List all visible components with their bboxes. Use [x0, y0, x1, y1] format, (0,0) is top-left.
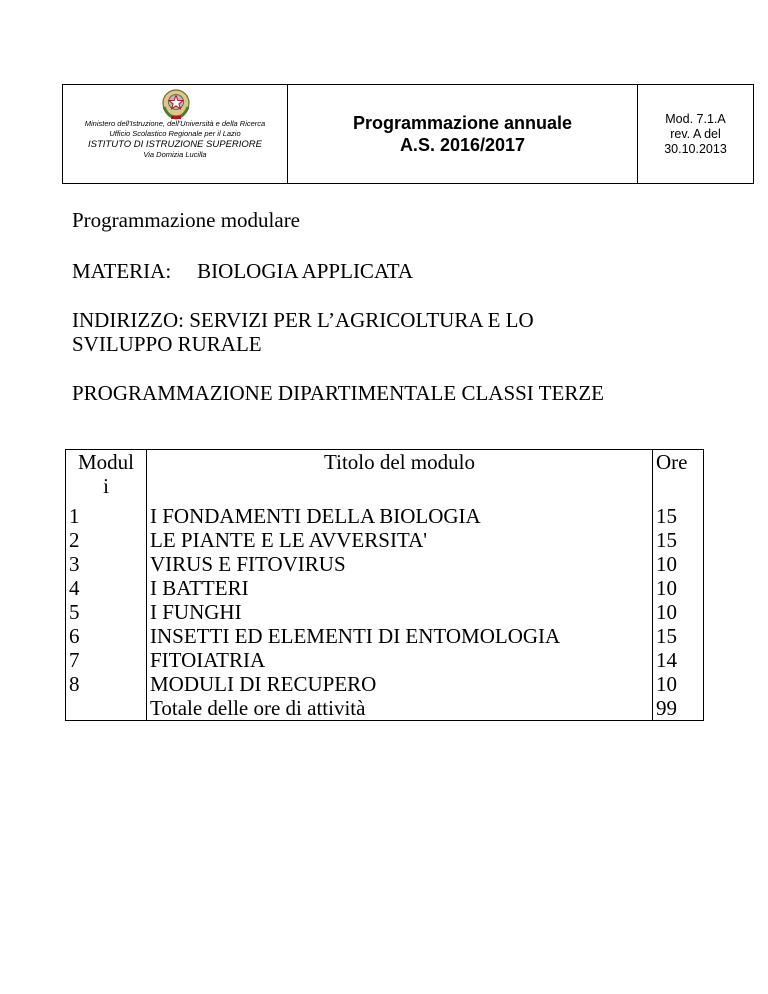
module-number: 3 [66, 552, 147, 576]
indirizzo-line-2: SVILUPPO RURALE [72, 332, 262, 356]
module-title: MODULI DI RECUPERO [147, 672, 653, 696]
header-ore: Ore [653, 450, 704, 505]
module-number: 2 [66, 528, 147, 552]
module-title: VIRUS E FITOVIRUS [147, 552, 653, 576]
materia-label: MATERIA: [72, 259, 172, 283]
table-row [66, 600, 704, 624]
module-title: LE PIANTE E LE AVVERSITA' [147, 528, 653, 552]
module-hours: 15 [653, 528, 704, 552]
module-number: 5 [66, 600, 147, 624]
materia-line [72, 258, 413, 284]
module-number: 1 [66, 504, 147, 528]
model-code: Mod. 7.1.A [665, 111, 726, 126]
institute-text [63, 119, 287, 160]
school-year: A.S. 2016/2017 [399, 135, 526, 155]
header-moduli: Modul i [66, 450, 147, 505]
total-label: Totale delle ore di attività [147, 696, 653, 721]
module-number: 4 [66, 576, 147, 600]
module-hours: 10 [653, 552, 704, 576]
total-hours: 99 [653, 696, 704, 721]
table-header-row [66, 450, 704, 505]
indirizzo-line-1: INDIRIZZO: SERVIZI PER L’AGRICOLTURA E LO [72, 308, 534, 332]
table-row [66, 672, 704, 696]
table-row [66, 648, 704, 672]
module-number: 6 [66, 624, 147, 648]
module-hours: 15 [653, 504, 704, 528]
module-title: INSETTI ED ELEMENTI DI ENTOMOLOGIA [147, 624, 653, 648]
ministry-line: Ministero dell'Istruzione, dell'Università e della Ricerca [84, 119, 266, 128]
module-hours: 10 [653, 672, 704, 696]
module-number: 8 [66, 672, 147, 696]
total-number [66, 696, 147, 721]
programmazione-line: PROGRAMMAZIONE DIPARTIMENTALE CLASSI TERZE [72, 381, 604, 405]
section-heading: Programmazione modulare [72, 208, 301, 232]
module-title: I FONDAMENTI DELLA BIOLOGIA [147, 504, 653, 528]
total-row [66, 696, 704, 721]
document-title-block [288, 85, 638, 183]
module-hours: 10 [653, 576, 704, 600]
module-title: FITOIATRIA [147, 648, 653, 672]
address-line: Via Domizia Lucilla [143, 150, 207, 159]
module-hours: 10 [653, 600, 704, 624]
module-number: 7 [66, 648, 147, 672]
module-hours: 15 [653, 624, 704, 648]
table-row [66, 552, 704, 576]
modules-table [65, 449, 704, 721]
module-title: I BATTERI [147, 576, 653, 600]
table-row [66, 624, 704, 648]
module-hours: 14 [653, 648, 704, 672]
module-title: I FUNGHI [147, 600, 653, 624]
materia-value: BIOLOGIA APPLICATA [197, 259, 414, 283]
revision-label: rev. A del [670, 126, 721, 141]
institute-line: ISTITUTO DI ISTRUZIONE SUPERIORE [87, 139, 262, 150]
table-row [66, 528, 704, 552]
institute-block [63, 85, 288, 183]
revision-date: 30.10.2013 [664, 141, 727, 156]
header-titolo: Titolo del modulo [147, 450, 653, 505]
document-header [62, 84, 754, 184]
revision-block [638, 85, 753, 183]
italian-republic-emblem-icon [159, 87, 193, 121]
office-line: Ufficio Scolastico Regionale per il Lazio [109, 129, 241, 138]
table-row [66, 504, 704, 528]
table-row [66, 576, 704, 600]
document-title: Programmazione annuale [352, 113, 573, 133]
